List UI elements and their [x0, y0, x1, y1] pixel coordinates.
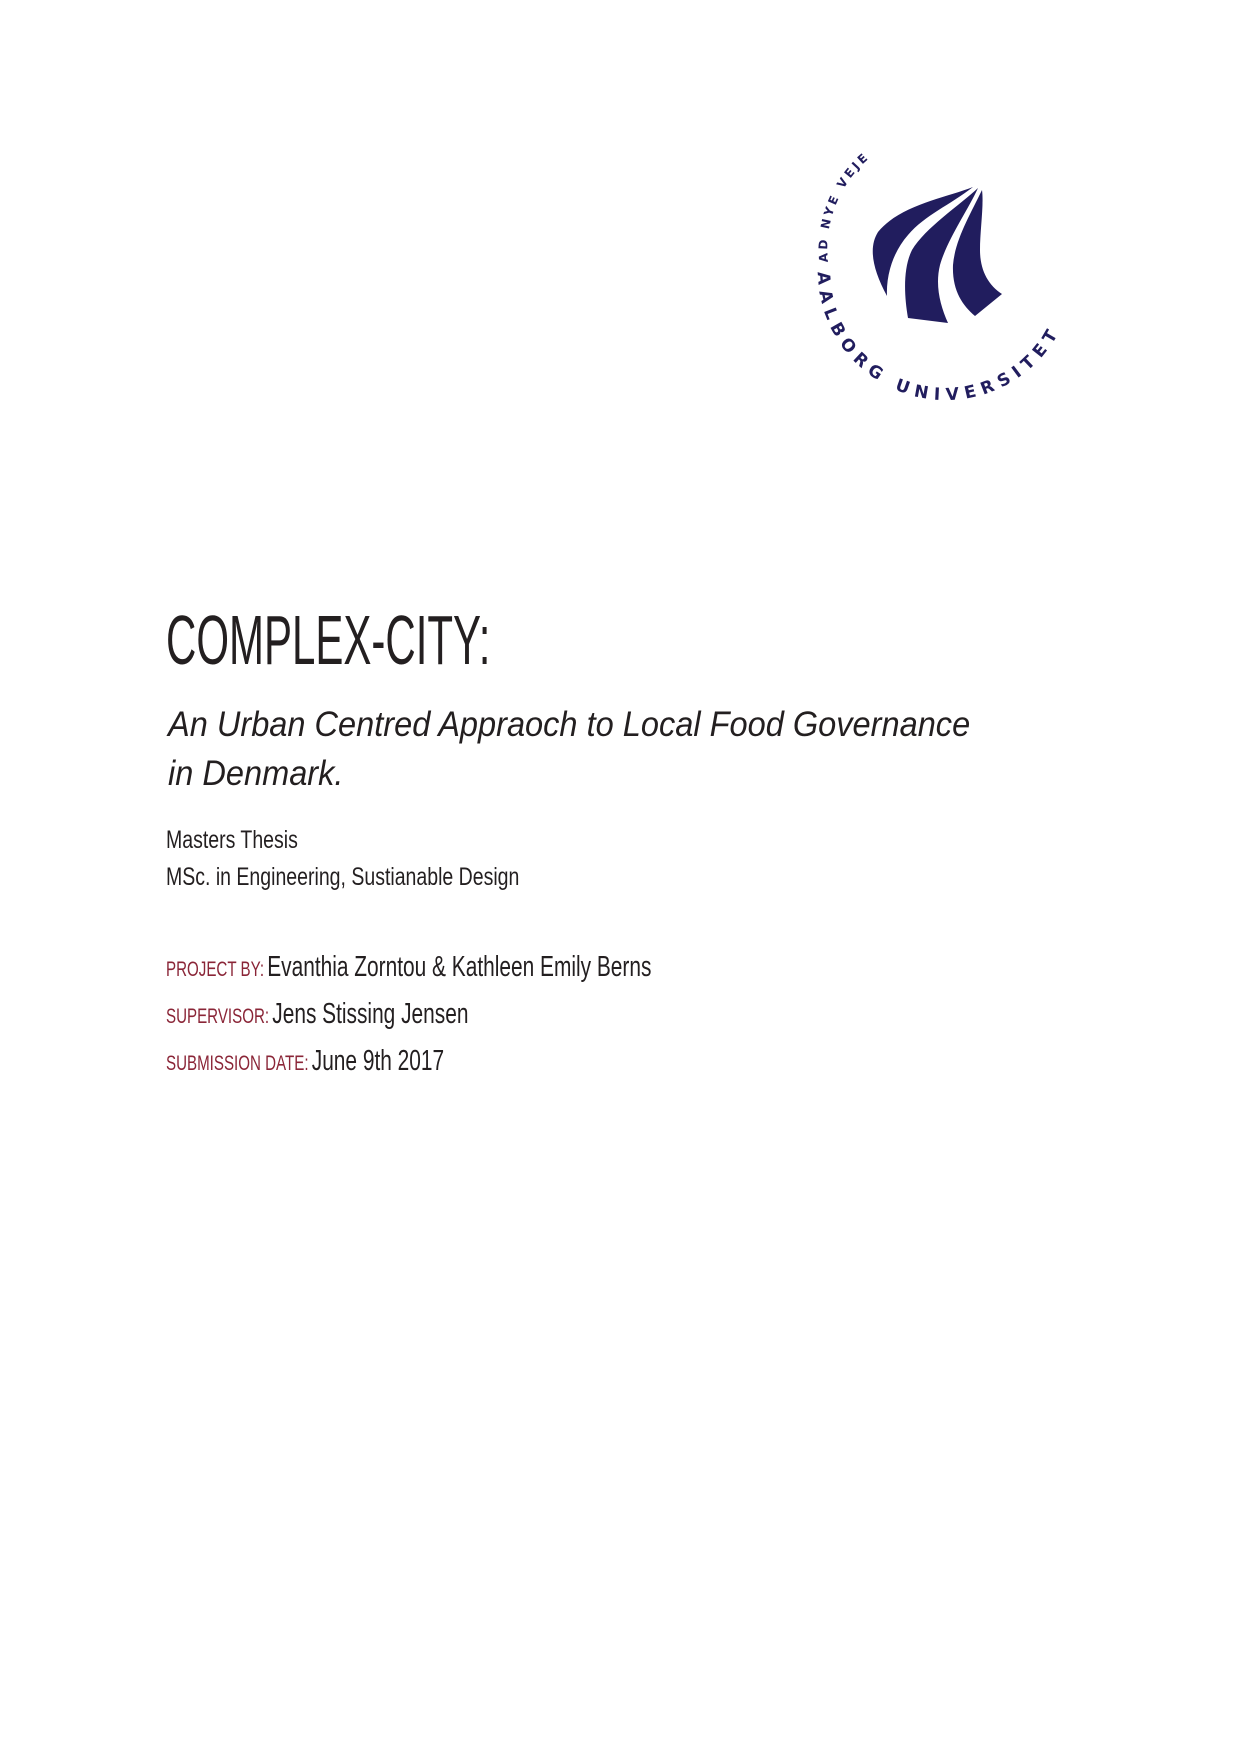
logo-swoosh-1: [873, 187, 973, 296]
project-by-line: [166, 946, 651, 993]
project-by-label: PROJECT BY:: [166, 958, 265, 981]
thesis-title: COMPLEX-CITY:: [166, 601, 491, 679]
logo-swoosh-2: [905, 188, 978, 323]
logo-motto: AD NYE VEJE: [816, 148, 873, 263]
thesis-subtitle: [168, 700, 970, 798]
project-by-value: Evanthia Zorntou & Kathleen Emily Berns: [267, 951, 652, 983]
supervisor-line: [166, 993, 651, 1040]
thesis-type: Masters Thesis: [166, 826, 298, 854]
logo-swoosh-3: [953, 190, 1002, 316]
submission-date-label: SUBMISSION DATE:: [166, 1052, 309, 1075]
degree-program: MSc. in Engineering, Sustianable Design: [166, 863, 520, 891]
subtitle-line: in Denmark.: [168, 754, 344, 793]
supervisor-value: Jens Stissing Jensen: [272, 998, 469, 1030]
svg-text:AD NYE VEJE: [816, 149, 872, 263]
submission-date-value: June 9th 2017: [311, 1045, 445, 1077]
svg-text:AALBORG UNIVERSITET: [813, 271, 1066, 405]
logo-name: AALBORG UNIVERSITET: [812, 270, 1066, 406]
degree-info: [166, 822, 519, 896]
submission-date-line: [166, 1040, 651, 1087]
subtitle-line: An Urban Centred Appraoch to Local Food Governance: [168, 705, 971, 744]
credits: [166, 946, 651, 1087]
supervisor-label: SUPERVISOR:: [166, 1005, 270, 1028]
